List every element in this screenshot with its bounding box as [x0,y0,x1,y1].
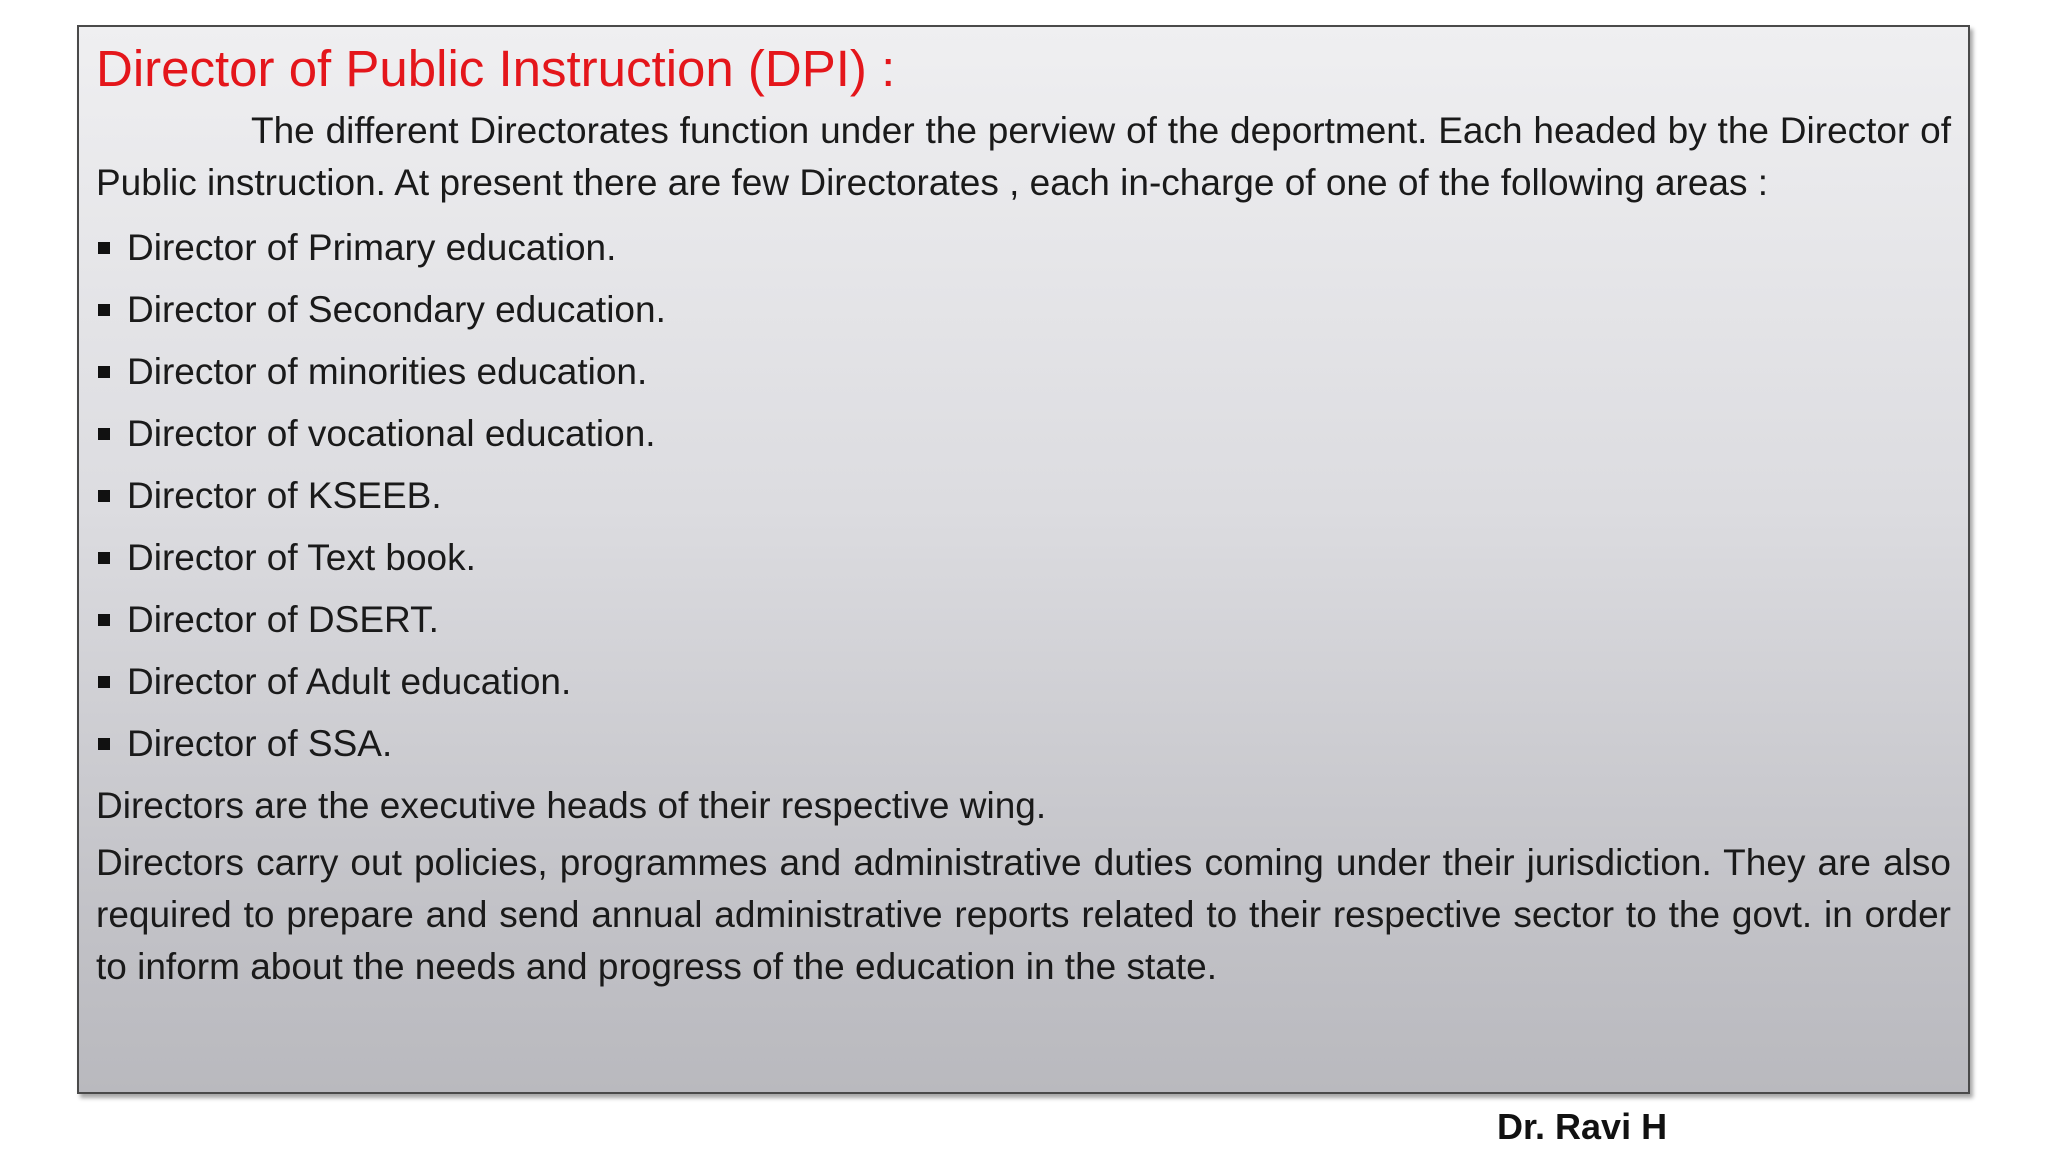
list-item-text: Director of vocational education. [127,413,656,454]
list-item-text: Director of minorities education. [127,351,648,392]
list-item [96,589,1951,651]
list-item [96,651,1951,713]
square-bullet-icon [98,490,110,502]
duties-paragraph: Directors carry out policies, programmes and administrative duties coming under their jurisdiction. They are also required to prepare and send annual administrative reports related to their respective sector to the govt. in order to inform about the needs and progress of the education in the state. [96,842,1951,987]
square-bullet-icon [98,428,110,440]
square-bullet-icon [98,552,110,564]
list-item [96,403,1951,465]
directorates-list [96,217,1951,775]
square-bullet-icon [98,738,110,750]
square-bullet-icon [98,614,110,626]
list-item [96,279,1951,341]
list-item [96,217,1951,279]
list-item-text: Director of Primary education. [127,227,617,268]
square-bullet-icon [98,676,110,688]
list-item [96,465,1951,527]
square-bullet-icon [98,366,110,378]
executive-note: Directors are the executive heads of their respective wing. [96,785,1047,826]
intro-paragraph: The different Directorates function under the perview of the deportment. Each headed by the Director of Public instruction. At present there are few Directorates , each in-charge of one of the following areas : [96,110,1951,203]
list-item [96,341,1951,403]
list-item-text: Director of SSA. [127,723,393,764]
list-item-text: Director of Adult education. [127,661,572,702]
list-item [96,713,1951,775]
square-bullet-icon [98,242,110,254]
list-item-text: Director of KSEEB. [127,475,442,516]
list-item-text: Director of Text book. [127,537,476,578]
author-credit: Dr. Ravi H [1497,1106,1668,1147]
list-item-text: Director of DSERT. [127,599,439,640]
list-item-text: Director of Secondary education. [127,289,666,330]
square-bullet-icon [98,304,110,316]
slide-content-box [77,25,1970,1094]
slide-title: Director of Public Instruction (DPI) : [96,40,896,97]
list-item [96,527,1951,589]
